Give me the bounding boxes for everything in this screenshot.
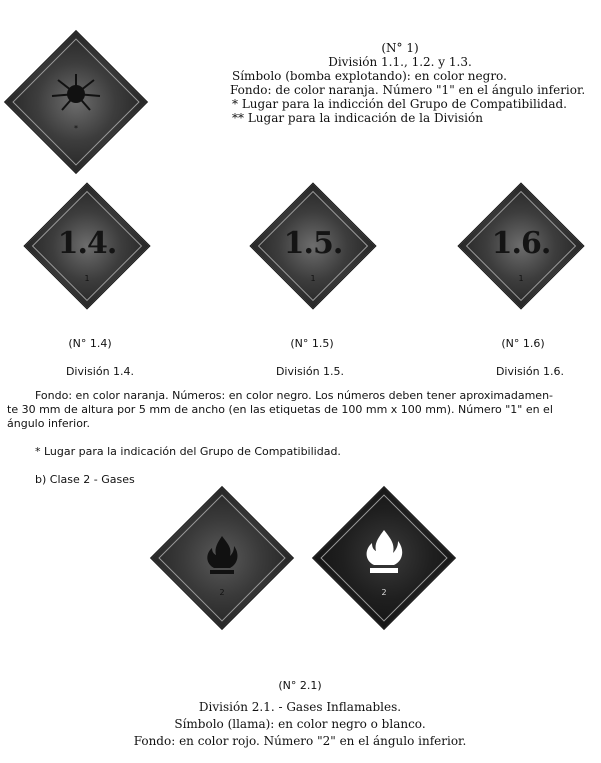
caption-1-5-num: (N° 1.5) [290, 337, 334, 350]
explosive-placard-1 [26, 52, 126, 152]
compatibility-note: * Lugar para la indicación del Grupo de Compatibilidad. [35, 445, 341, 458]
header-background: Fondo: de color naranja. Número "1" en el ángulo inferior. [230, 83, 586, 97]
header-details [232, 69, 592, 125]
placard-small-number: 1 [518, 274, 524, 283]
header-note2: ** Lugar para la indicación de la División [232, 111, 483, 125]
placard-small-number: 2 [381, 588, 387, 597]
placard-big-number: 1.4. [57, 226, 117, 261]
placard-1-4 [43, 202, 131, 290]
placard-small-number: 1 [84, 274, 90, 283]
paragraph-line-2: te 30 mm de altura por 5 mm de ancho (en las etiquetas de 100 mm x 100 mm). Número "1" en el [7, 403, 553, 416]
header-division: División 1.1., 1.2. y 1.3. [328, 55, 472, 69]
header-note1: * Lugar para la indicción del Grupo de Compatibilidad. [232, 97, 567, 111]
gas-num: (N° 2.1) [278, 679, 322, 692]
header-block [220, 41, 580, 69]
paragraph-line-3: ángulo inferior. [7, 417, 90, 430]
gas-division: División 2.1. - Gases Inflamables. [198, 700, 402, 714]
gas-background: Fondo: en color rojo. Número "2" en el ángulo inferior. [133, 734, 467, 748]
caption-1-6-division: División 1.6. [495, 365, 565, 378]
caption-1-4-num: (N° 1.4) [68, 337, 112, 350]
caption-1-6-num: (N° 1.6) [501, 337, 545, 350]
header-symbol: Símbolo (bomba explotando): en color negro. [232, 69, 507, 83]
placard-small-number: * [74, 124, 78, 133]
placard-1-6 [477, 202, 565, 290]
flammable-gas-placard-white [334, 508, 434, 608]
header-num: (N° 1) [381, 41, 419, 55]
caption-1-5-division: División 1.5. [275, 365, 345, 378]
description-paragraph [7, 389, 597, 431]
caption-1-4-division: División 1.4. [65, 365, 135, 378]
placard-big-number: 1.6. [491, 226, 551, 261]
placard-small-number: 2 [219, 588, 225, 597]
class-heading: b) Clase 2 - Gases [35, 473, 135, 486]
placard-small-number: 1 [310, 274, 316, 283]
flammable-gas-placard-black [172, 508, 272, 608]
exploding-bomb-icon [26, 52, 126, 152]
placard-1-5 [269, 202, 357, 290]
placard-big-number: 1.5. [283, 226, 343, 261]
paragraph-line-1: Fondo: en color naranja. Números: en color negro. Los números deben tener aproximadamen- [35, 389, 554, 402]
gas-symbol: Símbolo (llama): en color negro o blanco. [174, 717, 426, 731]
